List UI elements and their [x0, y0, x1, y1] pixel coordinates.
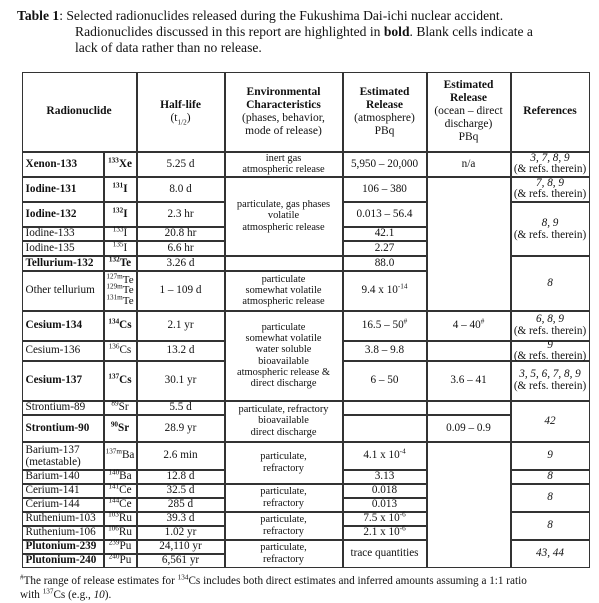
name-iodine-132: Iodine-132 — [22, 202, 104, 227]
header-references: References — [511, 72, 590, 152]
name-cerium-141: Cerium-141 — [22, 484, 104, 498]
refs-xenon-133: 3, 7, 8, 9 (& refs. therein) — [511, 152, 590, 177]
name-cesium-136: Cesium-136 — [22, 341, 104, 361]
release-barium-137: 4.1 x $10^{-4}$ — [343, 442, 427, 470]
halflife-iodine-132: 2.3 hr — [137, 202, 225, 227]
ocean-xenon-133: n/a — [427, 152, 511, 177]
name-other-tellurium: Other tellurium — [22, 271, 104, 311]
halflife-tellurium-132: 3.26 d — [137, 256, 225, 271]
halflife-barium-137: 2.6 min — [137, 442, 225, 470]
release-other-tellurium: 9.4 x $10^{-14}$ — [343, 271, 427, 311]
name-cesium-134: Cesium-134 — [22, 311, 104, 341]
halflife-strontium-89: 5.5 d — [137, 401, 225, 415]
halflife-cesium-137: 30.1 yr — [137, 361, 225, 401]
refs-iodine-131: 7, 8, 9 (& refs. therein) — [511, 177, 590, 202]
caption-line1: : Selected radionuclides released during the Fukushima Dai-ichi nuclear accident. — [59, 8, 504, 23]
table-caption — [17, 8, 587, 56]
symbol-barium-137: $^{137m}$Ba — [104, 442, 137, 470]
symbol-cesium-137: $^{137}$Cs — [104, 361, 137, 401]
release-cerium-144: 0.013 — [343, 498, 427, 512]
name-ruthenium-106: Ruthenium-106 — [22, 526, 104, 540]
refs-strontium: 42 — [511, 401, 590, 442]
halflife-strontium-90: 28.9 yr — [137, 415, 225, 442]
symbol-plutonium-240: $^{240}$Pu — [104, 554, 137, 568]
release-barium-140: 3.13 — [343, 470, 427, 484]
env-tellurium: particulate somewhat volatile atmospheric release — [225, 271, 343, 311]
release-xenon-133: 5,950 – 20,000 — [343, 152, 427, 177]
header-atmospheric-release: Estimated Release (atmosphere) PBq — [343, 72, 427, 152]
symbol-iodine-133: $^{133}$I — [104, 227, 137, 241]
name-cesium-137: Cesium-137 — [22, 361, 104, 401]
name-barium-137: Barium-137 (metastable) — [22, 442, 104, 470]
symbol-barium-140: $^{140}$Ba — [104, 470, 137, 484]
refs-cesium-134: 6, 8, 9 (& refs. therein) — [511, 311, 590, 341]
name-iodine-135: Iodine-135 — [22, 241, 104, 256]
halflife-barium-140: 12.8 d — [137, 470, 225, 484]
release-ruthenium-103: 7.5 x $10^{-6}$ — [343, 512, 427, 526]
symbol-ruthenium-103: $^{103}$Ru — [104, 512, 137, 526]
refs-cesium-136: 9 (& refs. therein) — [511, 341, 590, 361]
release-ruthenium-106: 2.1 x $10^{-6}$ — [343, 526, 427, 540]
env-cerium: particulate, refractory — [225, 484, 343, 512]
refs-barium-140: 8 — [511, 470, 590, 484]
release-iodine-133: 42.1 — [343, 227, 427, 241]
halflife-cerium-144: 285 d — [137, 498, 225, 512]
name-plutonium-239: Plutonium-239 — [22, 540, 104, 554]
halflife-iodine-135: 6.6 hr — [137, 241, 225, 256]
name-cerium-144: Cerium-144 — [22, 498, 104, 512]
halflife-ruthenium-103: 39.3 d — [137, 512, 225, 526]
name-plutonium-240: Plutonium-240 — [22, 554, 104, 568]
symbol-strontium-90: $^{90}$Sr — [104, 415, 137, 442]
release-cesium-137: 6 – 50 — [343, 361, 427, 401]
table-footnote: #The range of release estimates for $^{134}$Cs includes both direct estimates and inferred amounts assuming a 1:1 ratio with $^{137}$Cs (e.g., 10). — [20, 573, 527, 601]
release-iodine-131: 106 – 380 — [343, 177, 427, 202]
symbol-cesium-136: $^{136}$Cs — [104, 341, 137, 361]
symbol-cerium-141: $^{141}$Ce — [104, 484, 137, 498]
header-halflife: Half-life $(t_{1/2})$ — [137, 72, 225, 152]
header-radionuclide: Radionuclide — [22, 72, 137, 152]
symbol-iodine-135: $^{135}$I — [104, 241, 137, 256]
name-iodine-133: Iodine-133 — [22, 227, 104, 241]
release-cesium-136: 3.8 – 9.8 — [343, 341, 427, 361]
ocean-strontium-90: 0.09 – 0.9 — [427, 415, 511, 442]
env-cesium: particulate somewhat volatile water soluble bioavailable atmospheric release & direct discharge — [225, 311, 343, 401]
symbol-tellurium-132: $^{132}$Te — [104, 256, 137, 271]
release-tellurium-132: 88.0 — [343, 256, 427, 271]
halflife-xenon-133: 5.25 d — [137, 152, 225, 177]
refs-barium-137: 9 — [511, 442, 590, 470]
halflife-cesium-136: 13.2 d — [137, 341, 225, 361]
ocean-cesium-134: 4 – 40# — [427, 311, 511, 341]
env-strontium: particulate, refractory bioavailable direct discharge — [225, 401, 343, 442]
name-iodine-131: Iodine-131 — [22, 177, 104, 202]
halflife-plutonium-240: 6,561 yr — [137, 554, 225, 568]
caption-label: Table 1 — [17, 8, 60, 23]
env-ruthenium: particulate, refractory — [225, 512, 343, 540]
release-iodine-135: 2.27 — [343, 241, 427, 256]
symbol-iodine-132: $^{132}$I — [104, 202, 137, 227]
release-strontium-90-empty — [343, 415, 427, 442]
symbol-other-tellurium: $^{127m}$Te $^{129m}$Te $^{131m}$Te — [104, 271, 137, 311]
symbol-plutonium-239: $^{239}$Pu — [104, 540, 137, 554]
header-ocean-release: Estimated Release (ocean – direct discharge) PBq — [427, 72, 511, 152]
refs-plutonium: 43, 44 — [511, 540, 590, 568]
refs-iodine-others: 8, 9 (& refs. therein) — [511, 202, 590, 256]
ocean-remaining-empty — [427, 442, 511, 568]
env-plutonium: particulate, refractory — [225, 540, 343, 568]
env-barium: particulate, refractory — [225, 442, 343, 484]
symbol-ruthenium-106: $^{106}$Ru — [104, 526, 137, 540]
release-plutonium: trace quantities — [343, 540, 427, 568]
ocean-iodine-tellurium-empty — [427, 177, 511, 311]
refs-ruthenium: 8 — [511, 512, 590, 540]
ocean-strontium-89-empty — [427, 401, 511, 415]
symbol-cerium-144: $^{144}$Ce — [104, 498, 137, 512]
refs-cesium-137: 3, 5, 6, 7, 8, 9 (& refs. therein) — [511, 361, 590, 401]
symbol-cesium-134: $^{134}$Cs — [104, 311, 137, 341]
name-strontium-89: Strontium-89 — [22, 401, 104, 415]
radionuclide-table — [22, 72, 590, 568]
halflife-ruthenium-106: 1.02 yr — [137, 526, 225, 540]
release-cesium-134: 16.5 – 50# — [343, 311, 427, 341]
env-tellurium-132-empty — [225, 256, 343, 271]
release-strontium-89-empty — [343, 401, 427, 415]
release-cerium-141: 0.018 — [343, 484, 427, 498]
env-iodine: particulate, gas phases volatile atmospheric release — [225, 177, 343, 256]
halflife-cerium-141: 32.5 d — [137, 484, 225, 498]
ocean-cesium-137: 3.6 – 41 — [427, 361, 511, 401]
symbol-xenon-133: $^{133}$Xe — [104, 152, 137, 177]
refs-tellurium: 8 — [511, 256, 590, 311]
caption-line2: Radionuclides discussed in this report are highlighted in bold. Blank cells indicate a — [75, 24, 533, 39]
release-iodine-132: 0.013 – 56.4 — [343, 202, 427, 227]
name-barium-140: Barium-140 — [22, 470, 104, 484]
refs-cerium: 8 — [511, 484, 590, 512]
ocean-cesium-136-empty — [427, 341, 511, 361]
symbol-strontium-89: $^{89}$Sr — [104, 401, 137, 415]
halflife-cesium-134: 2.1 yr — [137, 311, 225, 341]
caption-line3: lack of data rather than no release. — [75, 40, 262, 55]
halflife-other-tellurium: 1 – 109 d — [137, 271, 225, 311]
name-xenon-133: Xenon-133 — [22, 152, 104, 177]
env-xenon: inert gas atmospheric release — [225, 152, 343, 177]
symbol-iodine-131: $^{131}$I — [104, 177, 137, 202]
halflife-plutonium-239: 24,110 yr — [137, 540, 225, 554]
halflife-iodine-133: 20.8 hr — [137, 227, 225, 241]
header-environmental: Environmental Characteristics (phases, behavior, mode of release) — [225, 72, 343, 152]
halflife-iodine-131: 8.0 d — [137, 177, 225, 202]
name-tellurium-132: Tellurium-132 — [22, 256, 104, 271]
name-strontium-90: Strontium-90 — [22, 415, 104, 442]
name-ruthenium-103: Ruthenium-103 — [22, 512, 104, 526]
